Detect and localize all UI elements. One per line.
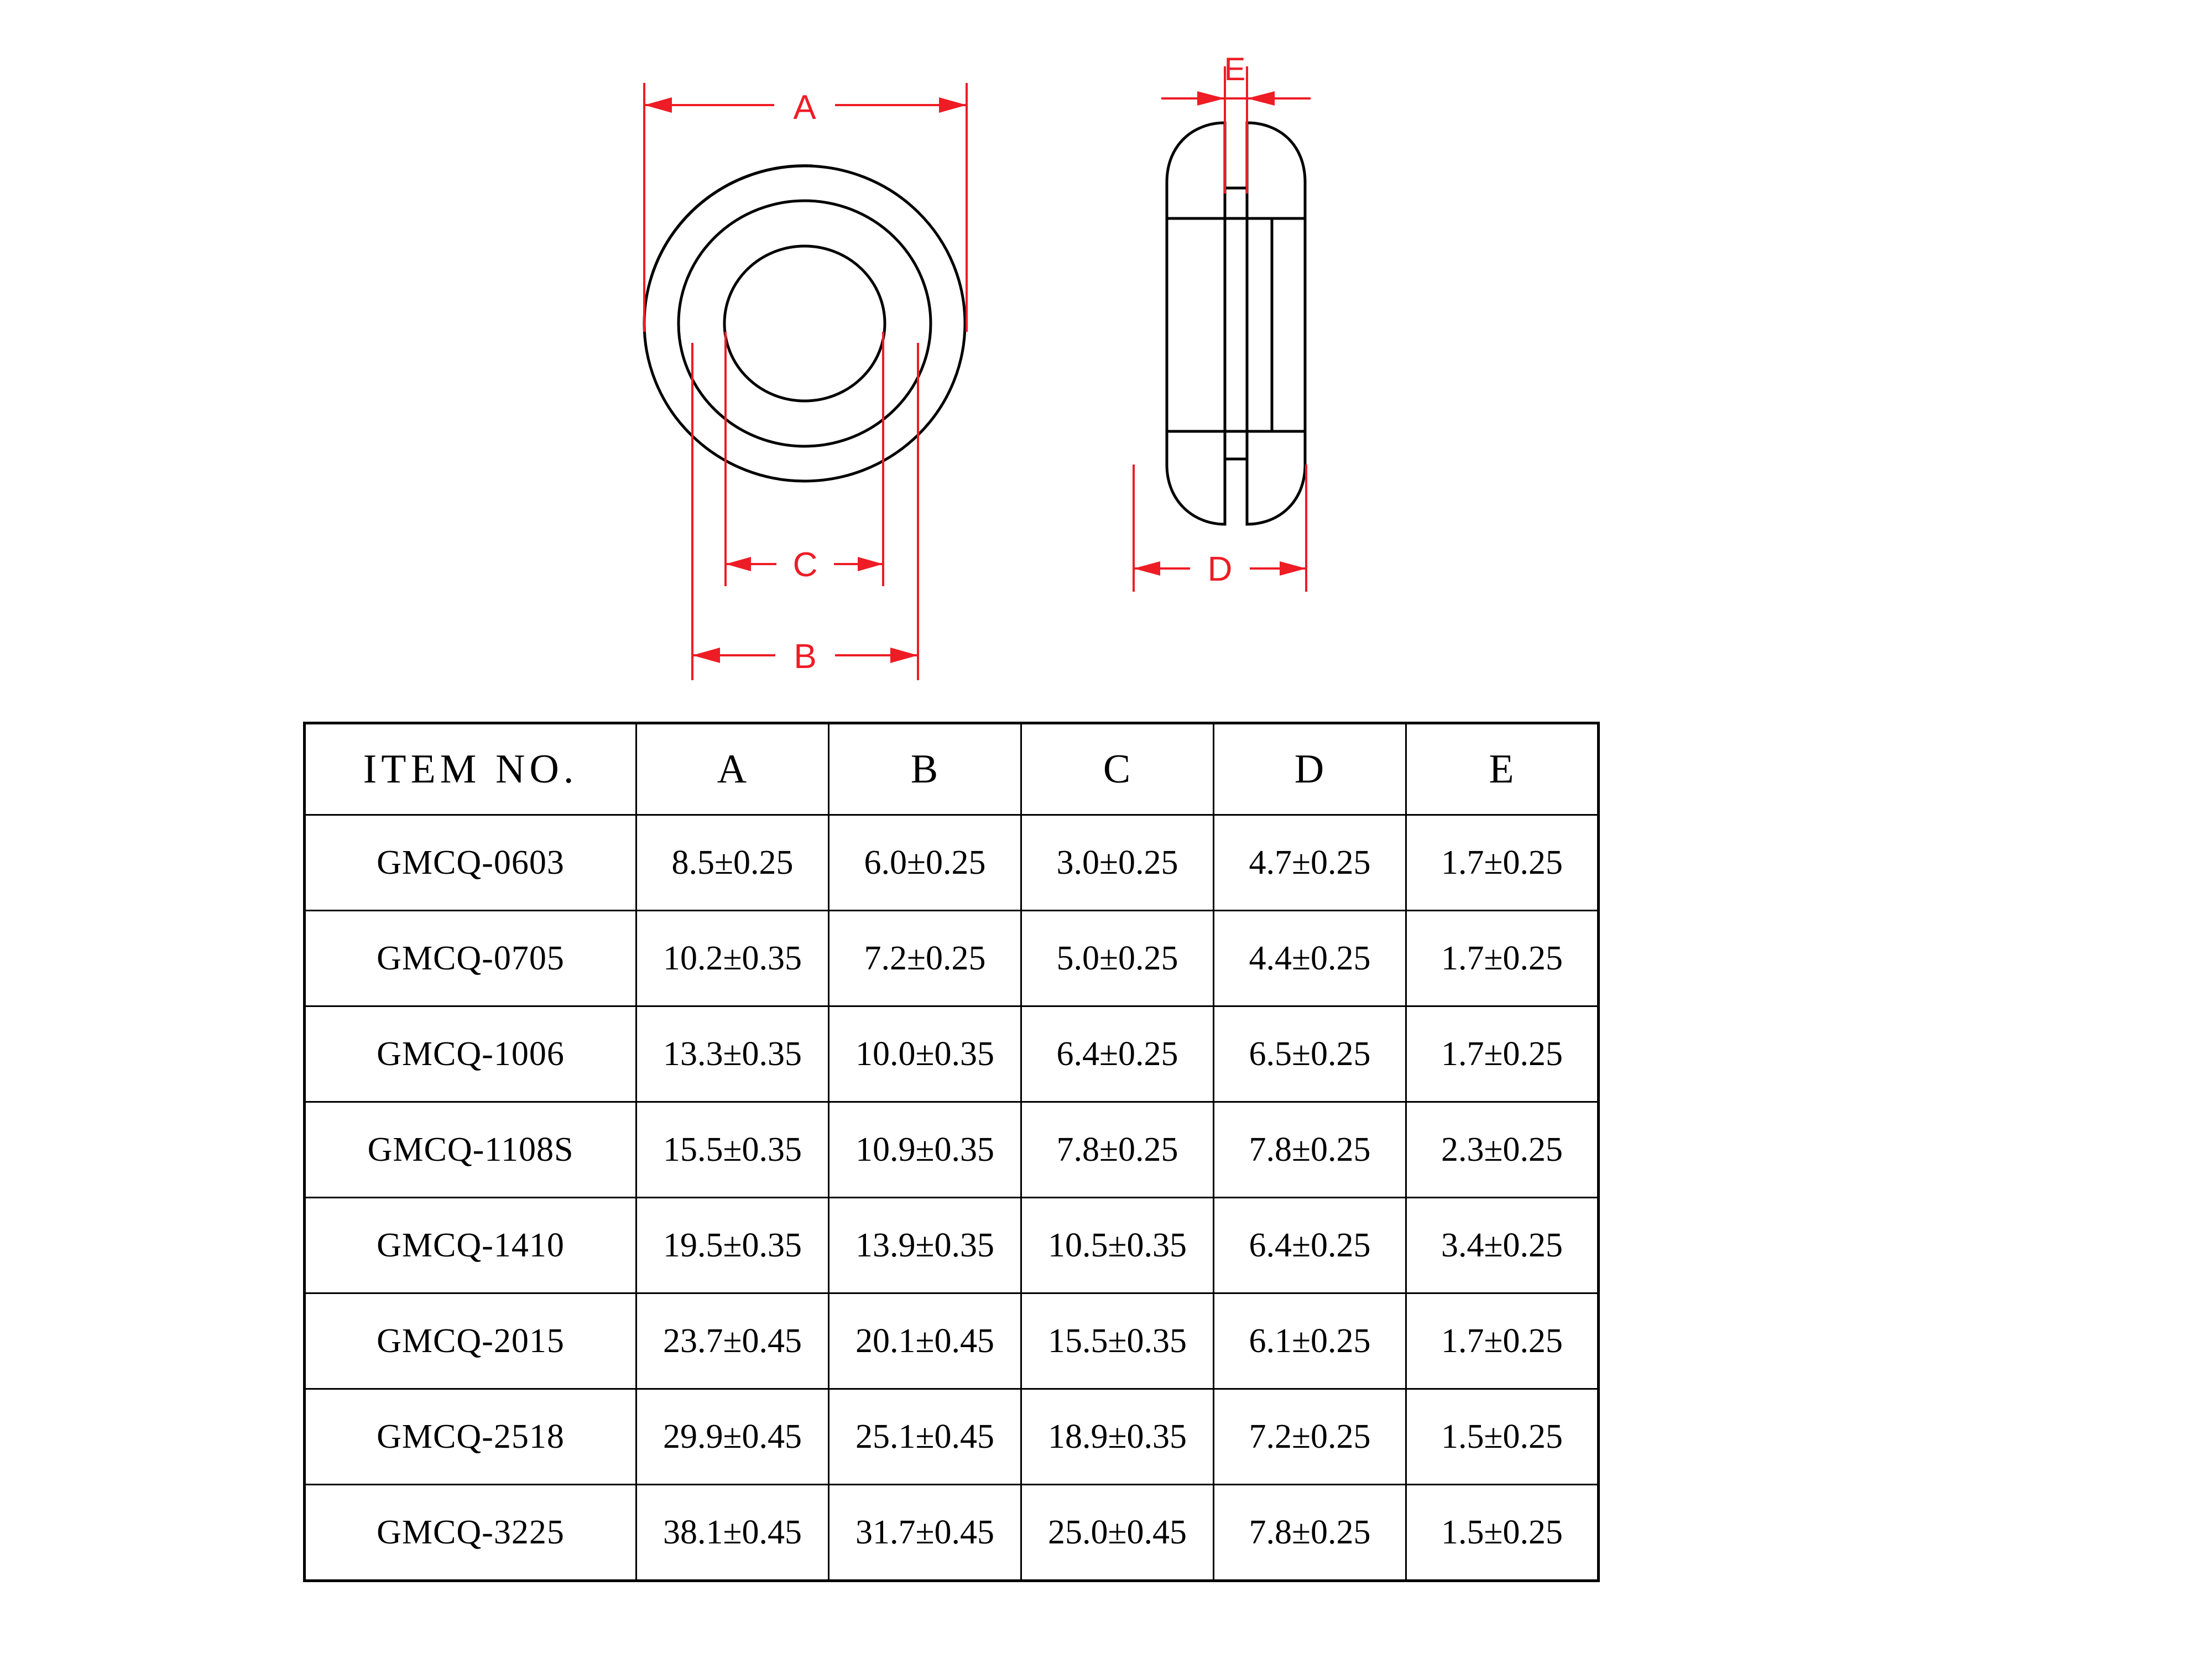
dim-d-arrow-right [1280,561,1306,576]
cell-b: 31.7±0.45 [829,1485,1021,1581]
table-row [305,1293,1599,1389]
cell-item-no: GMCQ-0603 [305,815,637,911]
cell-d: 7.2±0.25 [1214,1389,1406,1485]
cell-e: 1.5±0.25 [1406,1485,1599,1581]
table-row [305,911,1599,1006]
cell-c: 5.0±0.25 [1021,911,1214,1006]
bore-circle [724,246,885,401]
dimension-table-container [303,722,1603,1582]
dim-c-arrow-left [726,557,751,571]
dim-e-label: E [1224,51,1246,87]
cell-e: 1.5±0.25 [1406,1389,1599,1485]
cell-d: 6.5±0.25 [1214,1006,1406,1102]
drawing-canvas [0,0,2212,713]
cell-b: 25.1±0.45 [829,1389,1021,1485]
cell-a: 8.5±0.25 [637,815,829,911]
table-row [305,1102,1599,1198]
cell-b: 13.9±0.35 [829,1198,1021,1293]
cell-item-no: GMCQ-2518 [305,1389,637,1485]
table-row [305,1006,1599,1102]
table-row [305,1485,1599,1581]
dim-a-arrow-left [644,97,672,113]
dim-c-arrow-right [858,557,883,571]
cell-c: 3.0±0.25 [1021,815,1214,911]
cell-b: 6.0±0.25 [829,815,1021,911]
cell-e: 2.3±0.25 [1406,1102,1599,1198]
cell-d: 6.1±0.25 [1214,1293,1406,1389]
cell-a: 19.5±0.35 [637,1198,829,1293]
dim-b-arrow-right [890,648,918,663]
dim-b-arrow-left [692,648,720,663]
cell-e: 1.7±0.25 [1406,1293,1599,1389]
cell-item-no: GMCQ-0705 [305,911,637,1006]
cell-d: 6.4±0.25 [1214,1198,1406,1293]
cell-item-no: GMCQ-1108S [305,1102,637,1198]
cell-e: 1.7±0.25 [1406,1006,1599,1102]
dim-a-label: A [793,88,816,127]
col-header-e: E [1406,723,1599,815]
cell-d: 4.4±0.25 [1214,911,1406,1006]
cell-d: 4.7±0.25 [1214,815,1406,911]
table-row [305,815,1599,911]
cell-e: 1.7±0.25 [1406,911,1599,1006]
dim-d-label: D [1207,550,1233,588]
col-header-b: B [829,723,1021,815]
dim-e-arrow-right [1247,91,1275,106]
cell-c: 15.5±0.35 [1021,1293,1214,1389]
dim-d-arrow-left [1134,561,1160,576]
cell-e: 1.7±0.25 [1406,815,1599,911]
cell-item-no: GMCQ-1006 [305,1006,637,1102]
cell-b: 10.0±0.35 [829,1006,1021,1102]
dim-c-label: C [792,546,818,584]
cell-a: 13.3±0.35 [637,1006,829,1102]
grommet-dimension-table [303,722,1600,1582]
section-body-outline [1167,123,1305,524]
cell-c: 7.8±0.25 [1021,1102,1214,1198]
col-header-item-no: ITEM NO. [305,723,637,815]
cell-a: 15.5±0.35 [637,1102,829,1198]
cell-c: 25.0±0.45 [1021,1485,1214,1581]
cell-item-no: GMCQ-1410 [305,1198,637,1293]
dim-b-label: B [794,638,817,676]
cell-b: 10.9±0.35 [829,1102,1021,1198]
cell-e: 3.4±0.25 [1406,1198,1599,1293]
table-row [305,1198,1599,1293]
col-header-a: A [637,723,829,815]
table-row [305,1389,1599,1485]
cell-a: 38.1±0.45 [637,1485,829,1581]
col-header-c: C [1021,723,1214,815]
cell-d: 7.8±0.25 [1214,1485,1406,1581]
dim-a-arrow-right [939,97,967,113]
cell-a: 23.7±0.45 [637,1293,829,1389]
dim-e-arrow-left [1197,91,1225,106]
cell-d: 7.8±0.25 [1214,1102,1406,1198]
table-header-row [305,723,1599,815]
technical-drawing [0,0,2212,713]
cell-a: 10.2±0.35 [637,911,829,1006]
cell-c: 10.5±0.35 [1021,1198,1214,1293]
cell-item-no: GMCQ-3225 [305,1485,637,1581]
cell-a: 29.9±0.45 [637,1389,829,1485]
cell-c: 18.9±0.35 [1021,1389,1214,1485]
cell-c: 6.4±0.25 [1021,1006,1214,1102]
cell-b: 7.2±0.25 [829,911,1021,1006]
cell-item-no: GMCQ-2015 [305,1293,637,1389]
side-section-view-grommet [1167,123,1305,524]
col-header-d: D [1214,723,1406,815]
cell-b: 20.1±0.45 [829,1293,1021,1389]
